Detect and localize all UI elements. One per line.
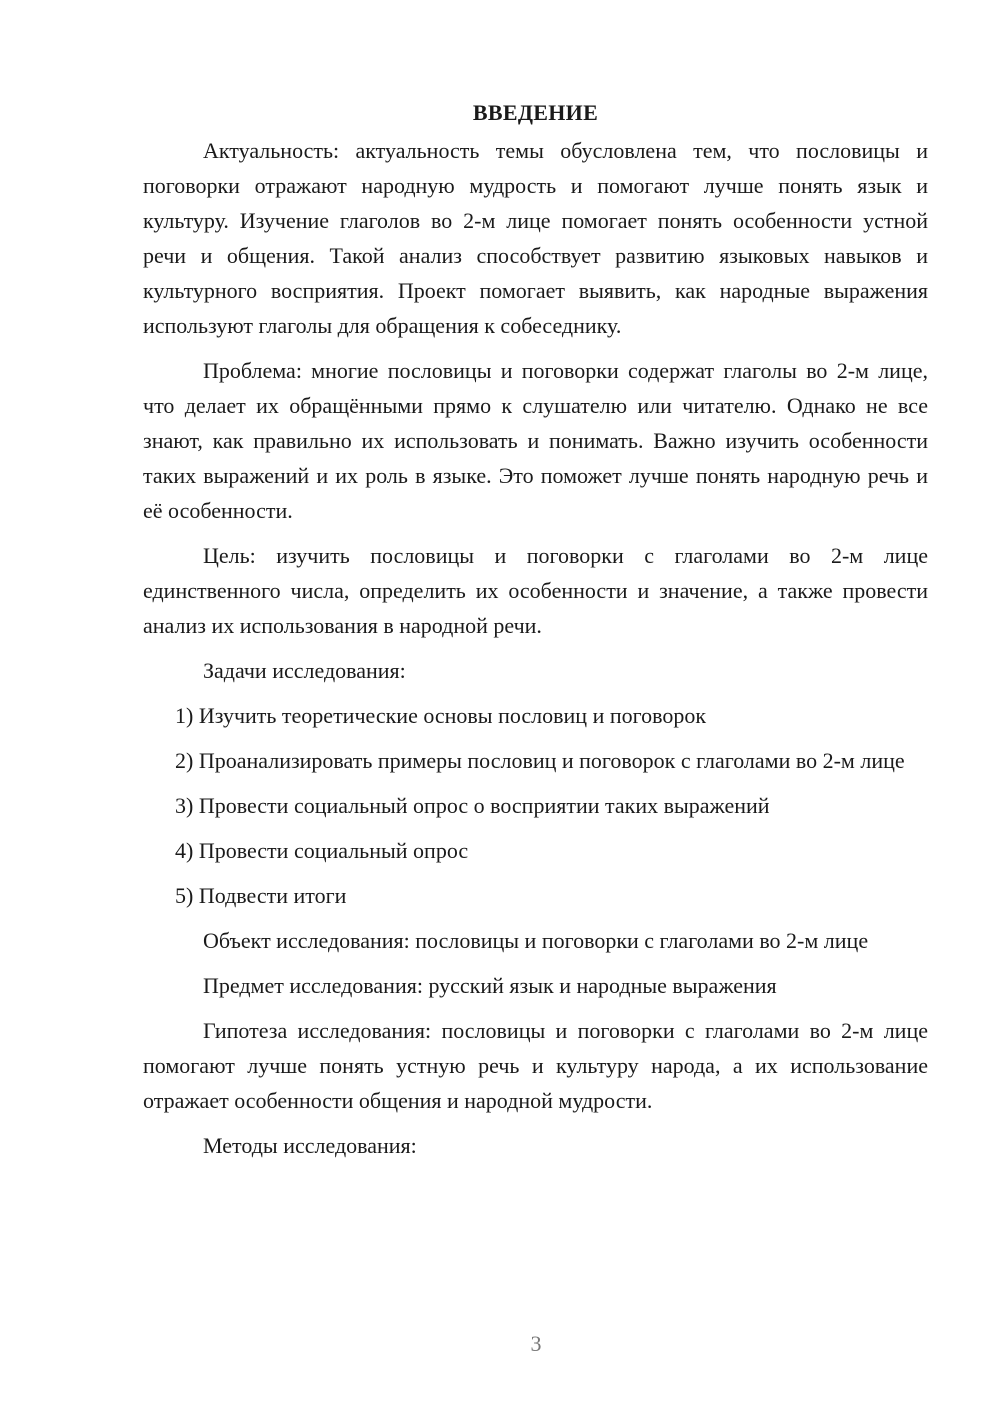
list-item: 3) Провести социальный опрос о восприятии таких выражений: [175, 793, 770, 818]
page-content: [143, 95, 928, 1173]
list-item: 2) Проанализировать примеры пословиц и поговорок с глаголами во 2-м лице: [175, 748, 905, 773]
section-heading: ВВЕДЕНИЕ: [472, 100, 599, 125]
subject-paragraph: Предмет исследования: русский язык и народные выражения: [203, 973, 777, 998]
list-item: 5) Подвести итоги: [175, 883, 347, 908]
tasks-list: [143, 698, 928, 913]
hypothesis-paragraph: Гипотеза исследования: пословицы и поговорки с глаголами во 2-м лице помогают лучше понять устную речь и культуру народа, а их использование отражает особенности общения и народной мудрости.: [143, 1018, 928, 1113]
tasks-label: Задачи исследования:: [203, 658, 406, 683]
list-item: 4) Провести социальный опрос: [175, 838, 469, 863]
object-paragraph: Объект исследования: пословицы и поговорки с глаголами во 2-м лице: [203, 928, 869, 953]
list-item: 1) Изучить теоретические основы пословиц и поговорок: [175, 703, 707, 728]
problem-paragraph: Проблема: многие пословицы и поговорки содержат глаголы во 2-м лице, что делает их обращёнными прямо к слушателю или читателю. Однако не все знают, как правильно их использовать и понимать. Важно изучить особенности таких выражений и их роль в языке. Это поможет лучше понять народную речь и её особенности.: [143, 358, 928, 523]
relevance-paragraph: Актуальность: актуальность темы обусловлена тем, что пословицы и поговорки отражают народную мудрость и помогают лучше понять язык и культуру. Изучение глаголов во 2-м лице помогает понять особенности устной речи и общения. Такой анализ способствует развитию языковых навыков и культурного восприятия. Проект помогает выявить, как народные выражения используют глаголы для обращения к собеседнику.: [143, 138, 928, 338]
page-number: 3: [530, 1331, 542, 1356]
goal-paragraph: Цель: изучить пословицы и поговорки с глаголами во 2-м лице единственного числа, определить их особенности и значение, а также провести анализ их использования в народной речи.: [143, 543, 928, 638]
methods-label: Методы исследования:: [203, 1133, 417, 1158]
